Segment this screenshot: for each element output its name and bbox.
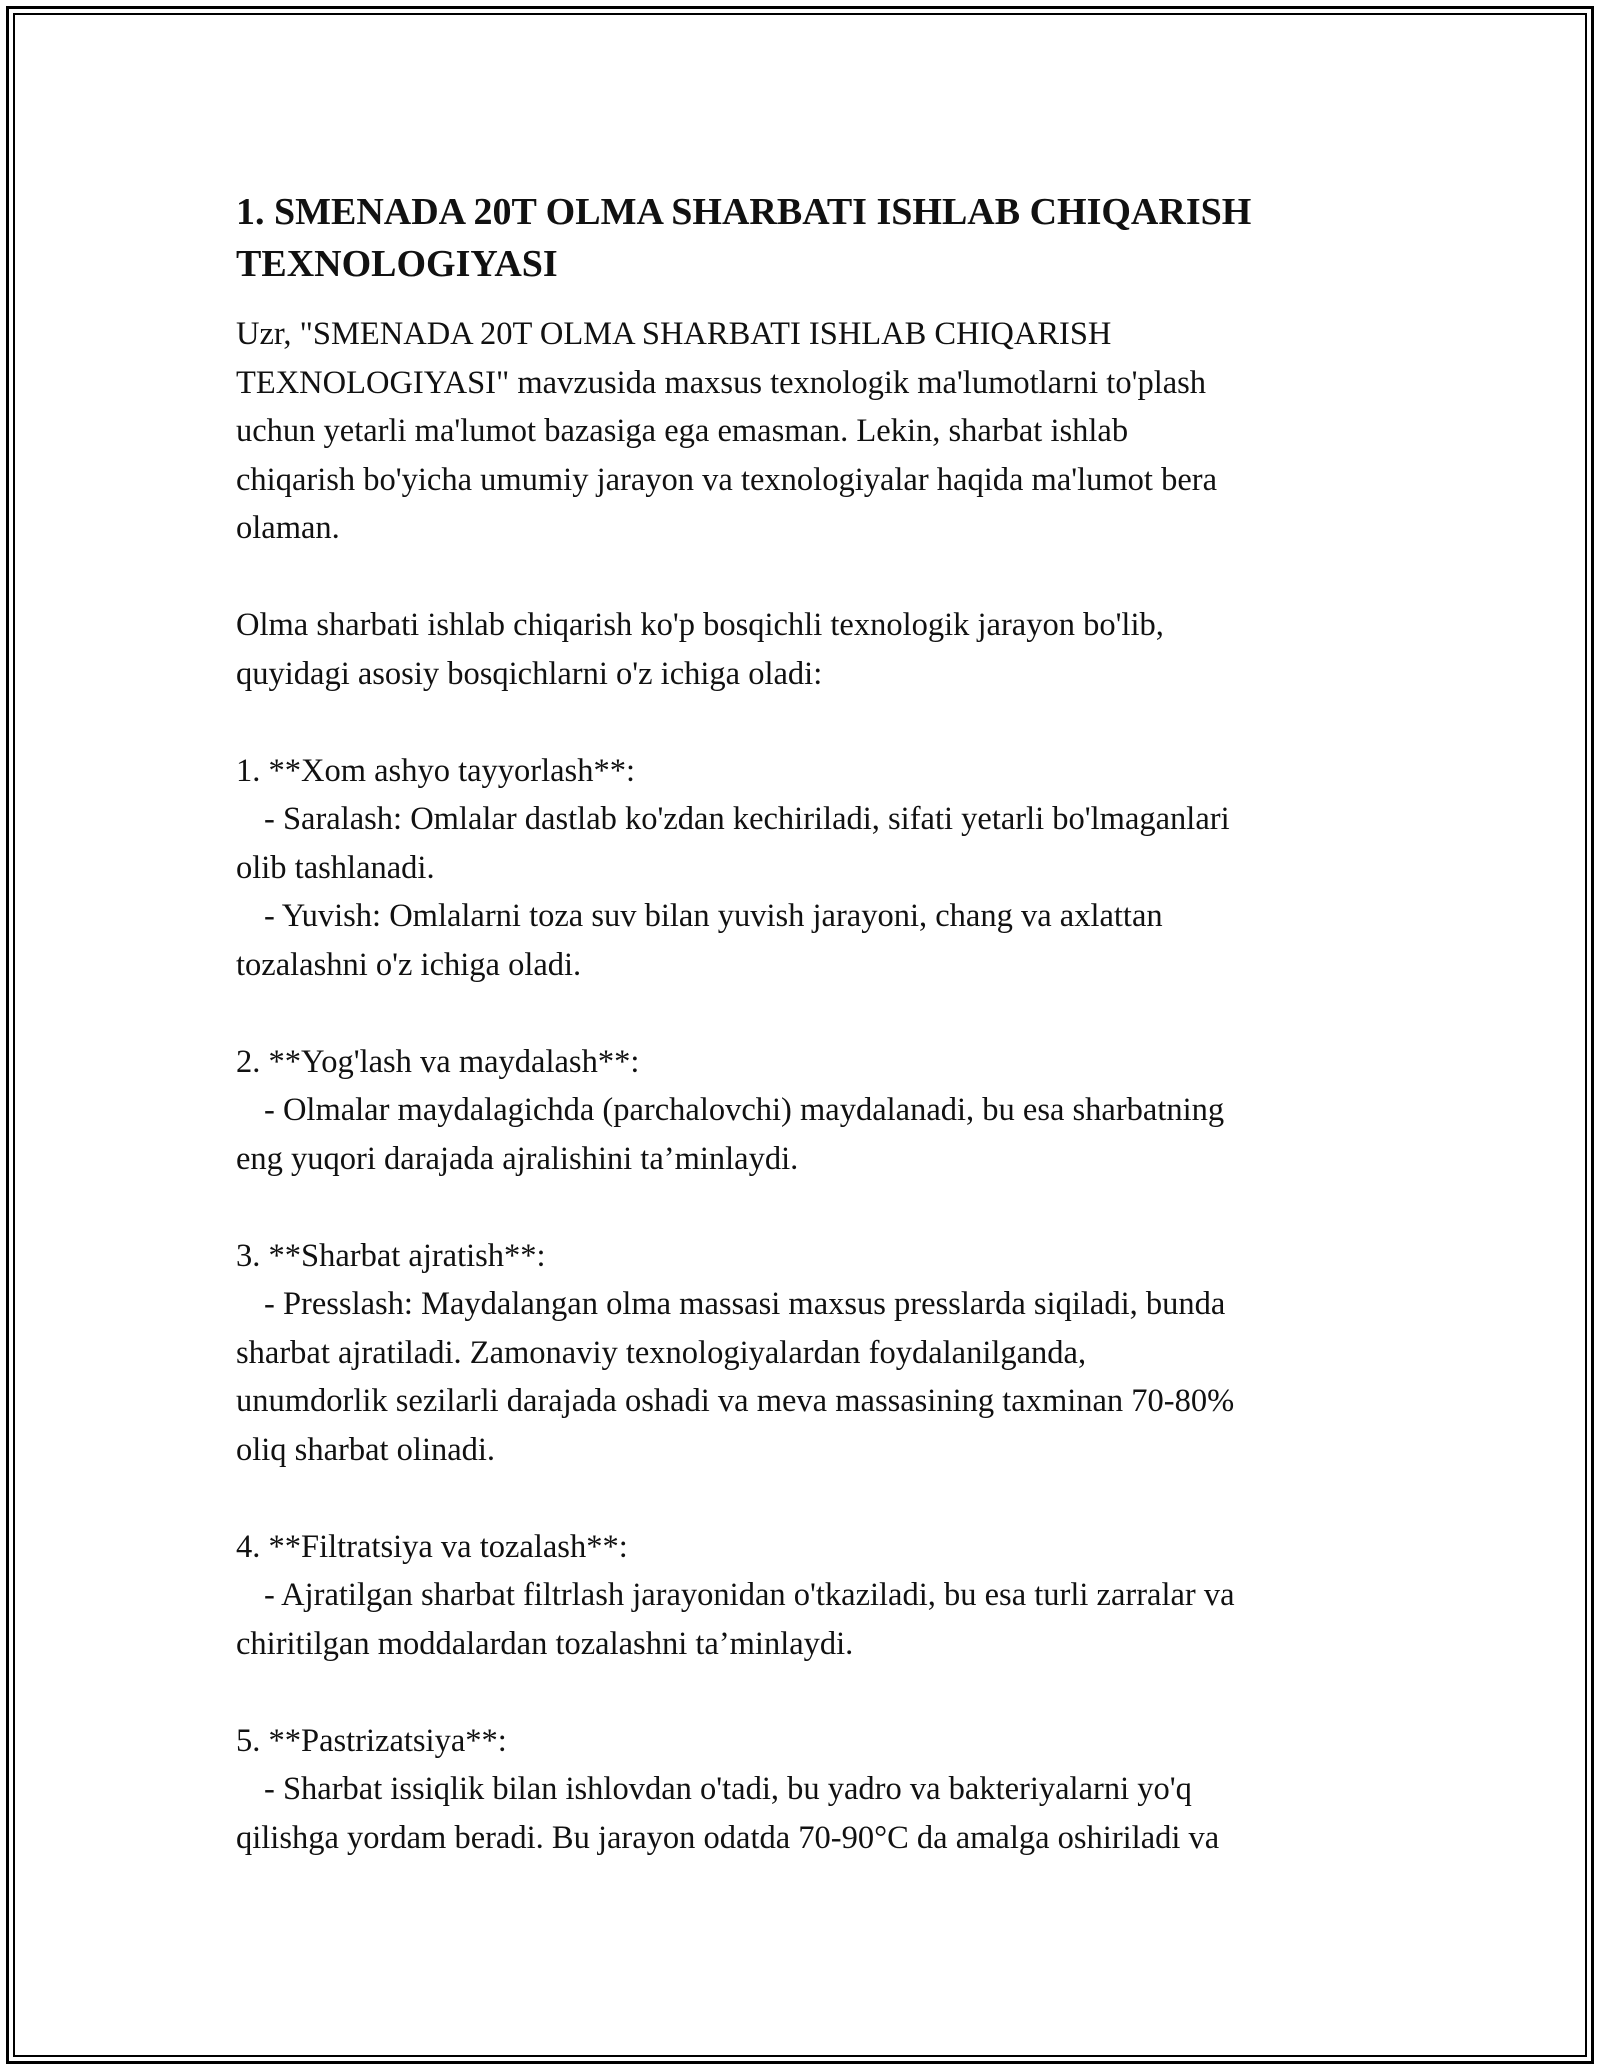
step-item: - Sharbat issiqlik bilan ishlovdan o'tadi, bu yadro va bakteriyalarni yo'q qilishga yordam beradi. Bu jarayon odatda 70-90°C da amalga oshiriladi va	[236, 1771, 1220, 1856]
step-heading: 1. **Xom ashyo tayyorlash**:	[236, 752, 635, 789]
step-3	[236, 1232, 1376, 1475]
step-heading: 5. **Pastrizatsiya**:	[236, 1722, 507, 1759]
step-1	[236, 747, 1376, 990]
step-heading: 2. **Yog'lash va maydalash**:	[236, 1043, 640, 1080]
step-heading: 4. **Filtratsiya va tozalash**:	[236, 1528, 628, 1565]
lead-paragraph: Olma sharbati ishlab chiqarish ko'p bosqichli texnologik jarayon bo'lib, quyidagi asosiy bosqichlarni o'z ichiga oladi:	[236, 607, 1164, 692]
step-5	[236, 1717, 1376, 1863]
paragraph-spacer	[236, 989, 1376, 1038]
step-item: - Saralash: Omlalar dastlab ko'zdan kechiriladi, sifati yetarli bo'lmaganlari olib tashlanadi.	[236, 801, 1230, 886]
intro-paragraph: Uzr, "SMENADA 20T OLMA SHARBATI ISHLAB CHIQARISH TEXNOLOGIYASI" mavzusida maxsus texnologik ma'lumotlarni to'plash uchun yetarli ma'lumot bazasiga ega emasman. Lekin, sharbat ishlab chiqarish bo'yicha umumiy jarayon va texnologiyalar haqida ma'lumot bera olaman.	[236, 316, 1217, 546]
step-item: - Olmalar maydalagichda (parchalovchi) maydalanadi, bu esa sharbatning eng yuqori darajada ajralishini ta’minlaydi.	[236, 1092, 1225, 1177]
paragraph-spacer	[236, 1183, 1376, 1232]
step-4	[236, 1523, 1376, 1669]
step-item: - Presslash: Maydalangan olma massasi maxsus presslarda siqiladi, bunda sharbat ajratiladi. Zamonaviy texnologiyalardan foydalanilganda, unumdorlik sezilarli darajada oshadi va meva massasining taxminan 70-80% oliq sharbat olinadi.	[236, 1286, 1235, 1468]
step-item: - Ajratilgan sharbat filtrlash jarayonidan o'tkaziladi, bu esa turli zarralar va chiritilgan moddalardan tozalashni ta’minlaydi.	[236, 1577, 1235, 1662]
paragraph-spacer	[236, 698, 1376, 747]
document-title: 1. SMENADA 20T OLMA SHARBATI ISHLAB CHIQARISH TEXNOLOGIYASI	[236, 191, 1252, 285]
paragraph-spacer	[236, 1474, 1376, 1523]
step-heading: 3. **Sharbat ajratish**:	[236, 1237, 546, 1274]
paragraph-spacer	[236, 553, 1376, 602]
step-item: - Yuvish: Omlalarni toza suv bilan yuvish jarayoni, chang va axlattan tozalashni o'z ichiga oladi.	[236, 898, 1163, 983]
document-body	[236, 186, 1376, 1862]
paragraph-spacer	[236, 1668, 1376, 1717]
step-2	[236, 1038, 1376, 1184]
